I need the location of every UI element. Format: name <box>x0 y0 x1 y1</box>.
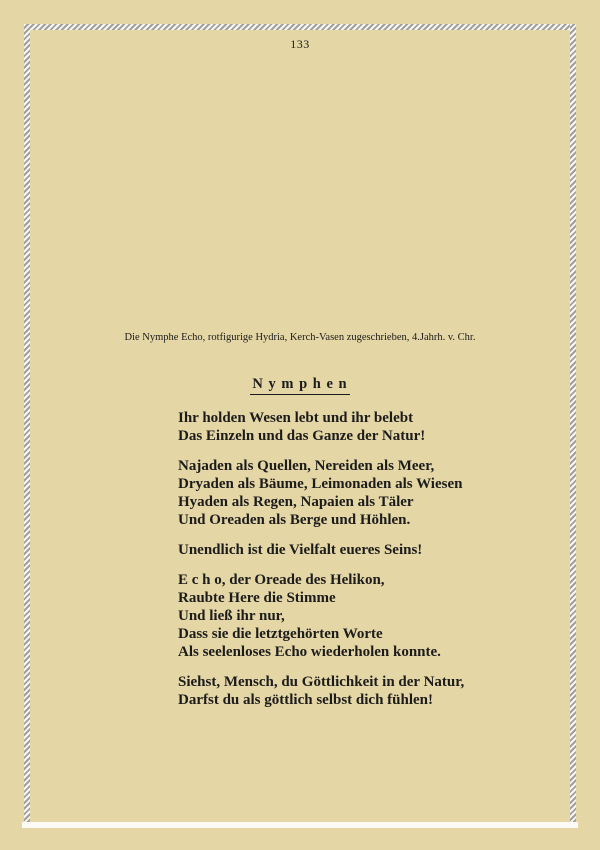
poem-stanza-3 <box>178 541 464 559</box>
poem-line: E c h o, der Oreade des Helikon, <box>178 572 385 588</box>
page-border-right <box>570 24 576 828</box>
poem-line: Als seelenloses Echo wiederholen konnte. <box>178 644 441 660</box>
poem-line: Darfst du als göttlich selbst dich fühlen! <box>178 692 434 708</box>
page-border-left <box>24 24 30 828</box>
poem-stanza-2 <box>178 457 464 529</box>
poem-stanza-1 <box>178 409 464 445</box>
poem-title-row <box>0 375 600 395</box>
poem-line: Siehst, Mensch, du Göttlichkeit in der Natur, <box>178 674 465 690</box>
page-border-bottom <box>22 822 578 828</box>
poem-line: Und ließ ihr nur, <box>178 608 285 624</box>
poem-title: N y m p h e n <box>250 376 349 395</box>
poem-line: Und Oreaden als Berge und Höhlen. <box>178 512 411 528</box>
poem-stanza-4 <box>178 571 464 661</box>
poem-line: Unendlich ist die Vielfalt eueres Seins! <box>178 542 423 558</box>
poem-line: Das Einzeln und das Ganze der Natur! <box>178 428 426 444</box>
poem-line: Hyaden als Regen, Napaien als Täler <box>178 494 414 510</box>
poem-line: Raubte Here die Stimme <box>178 590 336 606</box>
poem <box>178 409 464 721</box>
poem-line: Dass sie die letztgehörten Worte <box>178 626 383 642</box>
image-caption: Die Nymphe Echo, rotfigurige Hydria, Kerch-Vasen zugeschrieben, 4.Jahrh. v. Chr. <box>124 332 476 343</box>
page-border-top <box>24 24 576 30</box>
poem-stanza-5 <box>178 673 464 709</box>
poem-line: Ihr holden Wesen lebt und ihr belebt <box>178 410 414 426</box>
page-number: 133 <box>290 37 310 51</box>
poem-line: Dryaden als Bäume, Leimonaden als Wiesen <box>178 476 463 492</box>
poem-line: Najaden als Quellen, Nereiden als Meer, <box>178 458 435 474</box>
